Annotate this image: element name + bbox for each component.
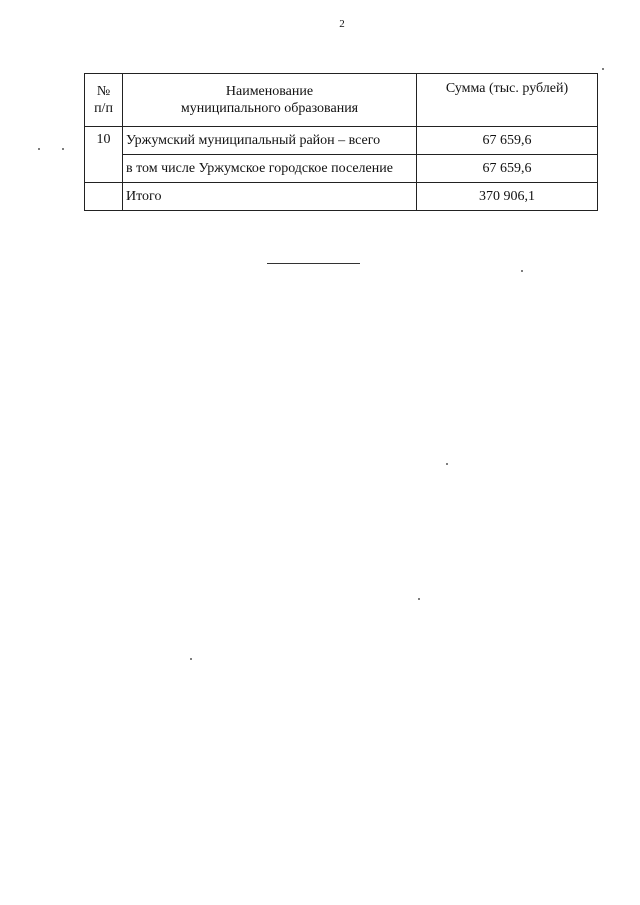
row-sum: 67 659,6 xyxy=(417,155,598,183)
row-name: в том числе Уржумское городское поселение xyxy=(123,155,417,183)
row-sum: 370 906,1 xyxy=(417,183,598,211)
header-num xyxy=(85,74,123,127)
scan-speck xyxy=(446,463,448,465)
header-name xyxy=(123,74,417,127)
page-number: 2 xyxy=(339,18,345,30)
row-num: 10 xyxy=(85,127,123,183)
row-sum: 67 659,6 xyxy=(417,127,598,155)
header-name-line-2: муниципального образования xyxy=(180,101,359,116)
scan-speck xyxy=(190,658,192,660)
header-num-line-2: п/п xyxy=(94,101,113,116)
header-sum: Сумма (тыс. рублей) xyxy=(417,74,598,127)
header-name-line-1: Наименование xyxy=(225,84,314,99)
scan-speck xyxy=(521,270,523,272)
scan-speck xyxy=(418,598,420,600)
row-name: Уржумский муниципальный район – всего xyxy=(123,127,417,155)
scan-speck xyxy=(38,148,40,150)
table-row-total xyxy=(85,183,598,211)
end-separator-line xyxy=(267,263,360,264)
table-row xyxy=(85,127,598,155)
row-num xyxy=(85,183,123,211)
header-num-line-1: № xyxy=(96,84,111,99)
row-name: Итого xyxy=(123,183,417,211)
scan-speck xyxy=(602,68,604,70)
table-header-row xyxy=(85,74,598,127)
scan-speck xyxy=(62,148,64,150)
table-row xyxy=(85,155,598,183)
municipal-sum-table xyxy=(84,73,598,211)
